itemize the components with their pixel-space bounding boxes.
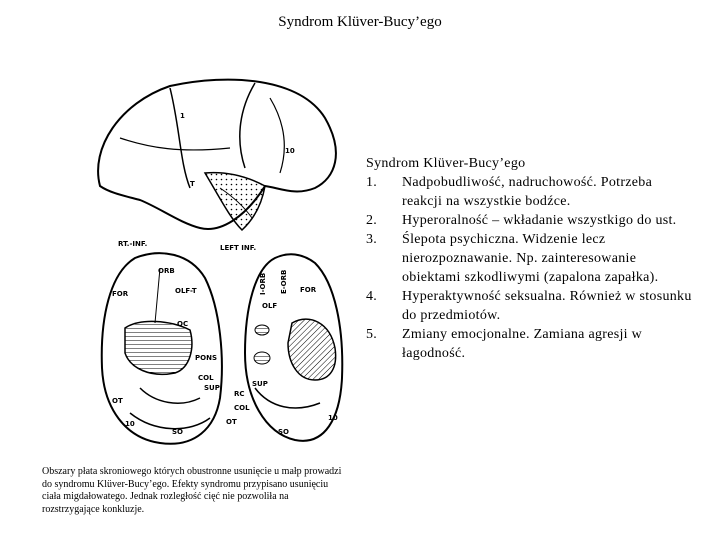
list-item-text: Hyperoralność – wkładanie wszystkigo do ust. — [402, 213, 677, 228]
list-item-text: Hyperaktywność seksualna. Również w stosunku do przedmiotów. — [402, 289, 692, 323]
label-oc: OC — [177, 320, 189, 328]
list-item-text: Zmiany emocjonalne. Zamiana agresji w łagodność. — [402, 327, 643, 361]
figure-caption: Obszary płata skroniowego których obustronne usunięcie u małp prowadzi do syndromu Klüver-Bucy’ego. Efekty syndromu przypisano usunięciu ciała migdałowatego. Jednak rozległość cięć nie pozwoliła na rozstrzygające konkluzje. — [42, 466, 342, 515]
label-so-right: SO — [172, 428, 183, 436]
list-item-number: 4. — [366, 289, 378, 304]
list-heading: Syndrom Klüver-Bucy’ego — [366, 156, 526, 171]
label-pons: PONS — [195, 354, 217, 362]
label-ot-left: OT — [226, 418, 237, 426]
label-ot-right: OT — [112, 397, 123, 405]
list-item — [366, 230, 696, 287]
inferior-view-right — [102, 240, 222, 444]
list-item — [366, 287, 696, 325]
list-item — [366, 211, 696, 230]
list-item — [366, 173, 696, 211]
symptom-list-block — [366, 154, 696, 363]
area-label-10-lateral: 10 — [285, 147, 295, 155]
brain-figure — [30, 68, 350, 460]
label-left-inf: LEFT INF. — [220, 244, 257, 252]
label-col: COL — [198, 374, 214, 382]
label-olf: OLF — [262, 302, 278, 310]
list-item-number: 3. — [366, 232, 378, 247]
area-label-t: T — [190, 180, 195, 188]
brain-lesion-diagram — [30, 68, 350, 460]
symptom-list — [366, 173, 696, 363]
label-sup-left: SUP — [252, 380, 268, 388]
list-item-number: 2. — [366, 213, 378, 228]
lateral-brain-view — [98, 80, 336, 230]
label-so-left: SO — [278, 428, 289, 436]
list-item-number: 5. — [366, 327, 378, 342]
area-label-1: 1 — [180, 112, 185, 120]
label-orb-right: ORB — [158, 267, 175, 275]
label-rc: RC — [234, 390, 245, 398]
label-i-orb: I-ORB — [259, 272, 267, 295]
slide-title: Syndrom Klüver-Bucy’ego — [278, 14, 442, 30]
label-sup-right: SUP — [204, 384, 220, 392]
label-e-orb: E-ORB — [280, 269, 288, 294]
list-item-text: Nadpobudliwość, nadruchowość. Potrzeba reakcji na wszystkie bodźce. — [402, 175, 653, 209]
list-item — [366, 325, 696, 363]
inferior-view-left — [220, 244, 342, 441]
list-item-text: Ślepota psychiczna. Widzenie lecz nierozpoznawanie. Np. zainteresowanie obiektami szkodliwymi (zapalona zapałka). — [402, 232, 659, 285]
label-for-left: FOR — [300, 286, 317, 294]
label-10-left: 10 — [328, 414, 338, 422]
list-item-number: 1. — [366, 175, 378, 190]
label-for-right: FOR — [112, 290, 129, 298]
label-10-right: 10 — [125, 420, 135, 428]
label-rt-inf: RT.-INF. — [118, 240, 148, 248]
label-olf-t: OLF-T — [175, 287, 197, 295]
label-col-left: COL — [234, 404, 250, 412]
